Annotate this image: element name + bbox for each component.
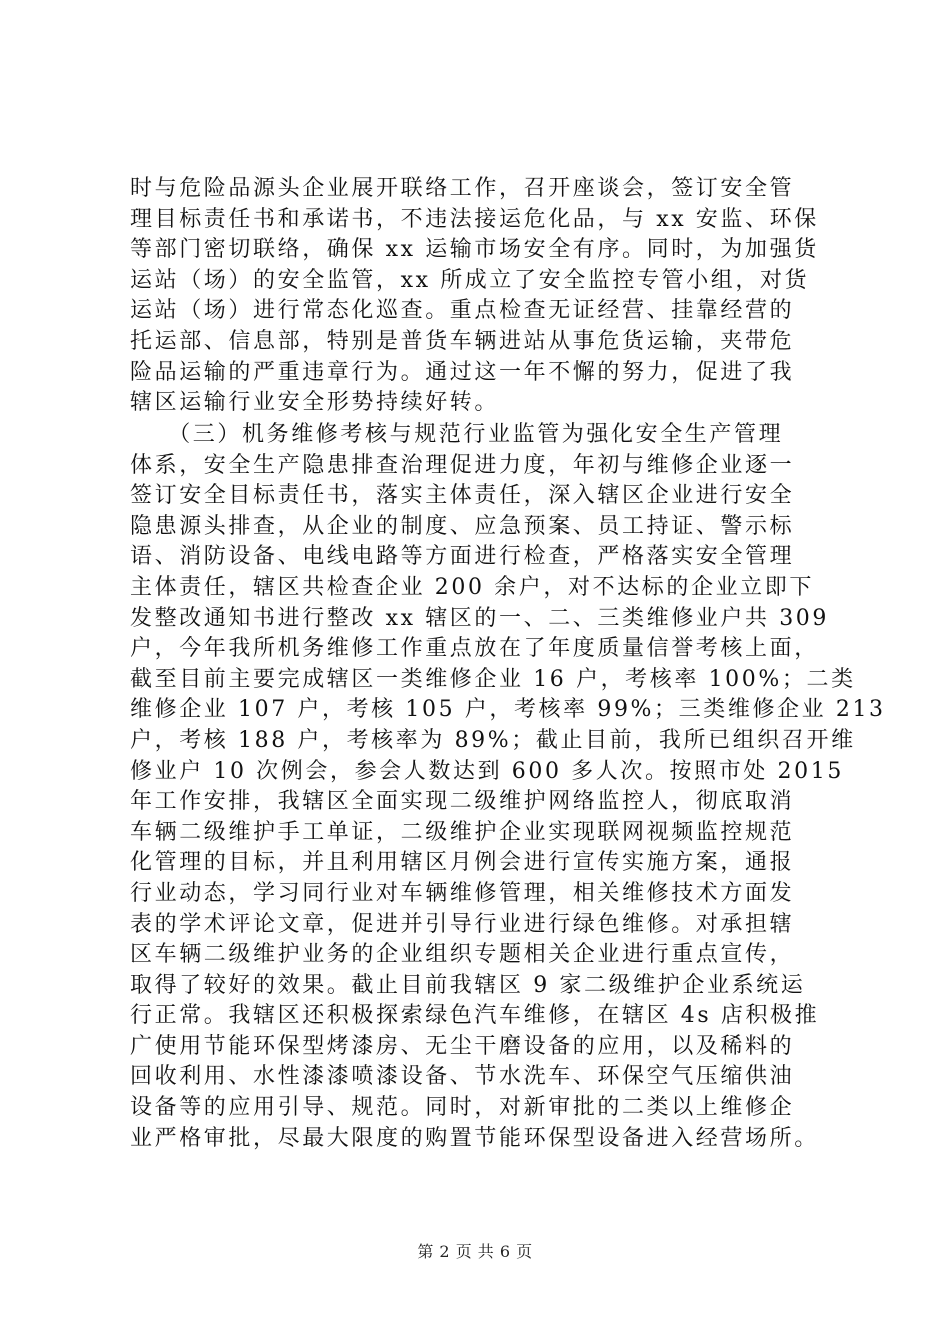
text-line: 主体责任，辖区共检查企业 200 余户，对不达标的企业立即下 [130,574,814,600]
text-line: 截至目前主要完成辖区一类维修企业 16 户，考核率 100%；二类 [130,666,856,692]
text-line: 险品运输的严重违章行为。通过这一年不懈的努力，促进了我 [130,359,795,385]
paragraph-maintenance-assessment [130,420,886,1154]
text-line: 签订安全目标责任书，落实主体责任，深入辖区企业进行安全 [130,483,795,509]
text-line: 业严格审批，尽最大限度的购置节能环保型设备进入经营场所。 [130,1125,819,1151]
text-line: 运站（场）进行常态化巡查。重点检查无证经营、挂靠经营的 [130,298,795,324]
text-line: 隐患源头排查，从企业的制度、应急预案、员工持证、警示标 [130,513,795,539]
text-line: 行业动态，学习同行业对车辆维修管理，相关维修技术方面发 [130,880,795,906]
text-line: 托运部、信息部，特别是普货车辆进站从事危货运输，夹带危 [130,328,795,354]
text-line: 语、消防设备、电线电路等方面进行检查，严格落实安全管理 [130,544,795,570]
text-line: 运站（场）的安全监管，xx 所成立了安全监控专管小组，对货 [130,267,810,293]
text-line: 理目标责任书和承诺书，不违法接运危化品，与 xx 安监、环保 [130,206,819,232]
text-line: 户，考核 188 户，考核率为 89%；截止目前，我所已组织召开维 [130,727,856,753]
text-line: 体系，安全生产隐患排查治理促进力度，年初与维修企业逐一 [130,452,795,478]
text-line: 维修企业 107 户，考核 105 户，考核率 99%；三类维修企业 213 [130,697,886,723]
text-line: 行正常。我辖区还积极探索绿色汽车维修，在辖区 4s 店积极推 [130,1003,820,1029]
paragraph-safety-supervision [130,174,870,419]
text-line: 等部门密切联络，确保 xx 运输市场安全有序。同时，为加强货 [130,237,819,263]
text-line: 修业户 10 次例会，参会人数达到 600 多人次。按照市处 2015 [130,758,844,784]
text-line: 设备等的应用引导、规范。同时，对新审批的二类以上维修企 [130,1095,795,1121]
text-line: 回收利用、水性漆漆喷漆设备、节水洗车、环保空气压缩供油 [130,1064,795,1090]
text-line: 取得了较好的效果。截止目前我辖区 9 家二级维护企业系统运 [130,972,806,998]
text-line: 表的学术评论文章，促进并引导行业进行绿色维修。对承担辖 [130,911,795,937]
text-line: 发整改通知书进行整改 xx 辖区的一、二、三类维修业户共 309 [130,605,829,631]
text-line: 年工作安排，我辖区全面实现二级维护网络监控人，彻底取消 [130,789,795,815]
text-line: 车辆二级维护手工单证，二级维护企业实现联网视频监控规范 [130,819,795,845]
text-line: 广使用节能环保型烤漆房、无尘干磨设备的应用，以及稀料的 [130,1033,795,1059]
page-number: 第 2 页 共 6 页 [417,1242,533,1261]
text-line: 区车辆二级维护业务的企业组织专题相关企业进行重点宣传， [130,942,795,968]
text-line: 时与危险品源头企业展开联络工作，召开座谈会，签订安全管 [130,176,795,201]
text-line: 户，今年我所机务维修工作重点放在了年度质量信誉考核上面， [130,636,819,662]
text-line: （三）机务维修考核与规范行业监管为强化安全生产管理 [130,422,784,447]
text-line: 辖区运输行业安全形势持续好转。 [130,390,500,416]
text-line: 化管理的目标，并且利用辖区月例会进行宣传实施方案，通报 [130,850,795,876]
